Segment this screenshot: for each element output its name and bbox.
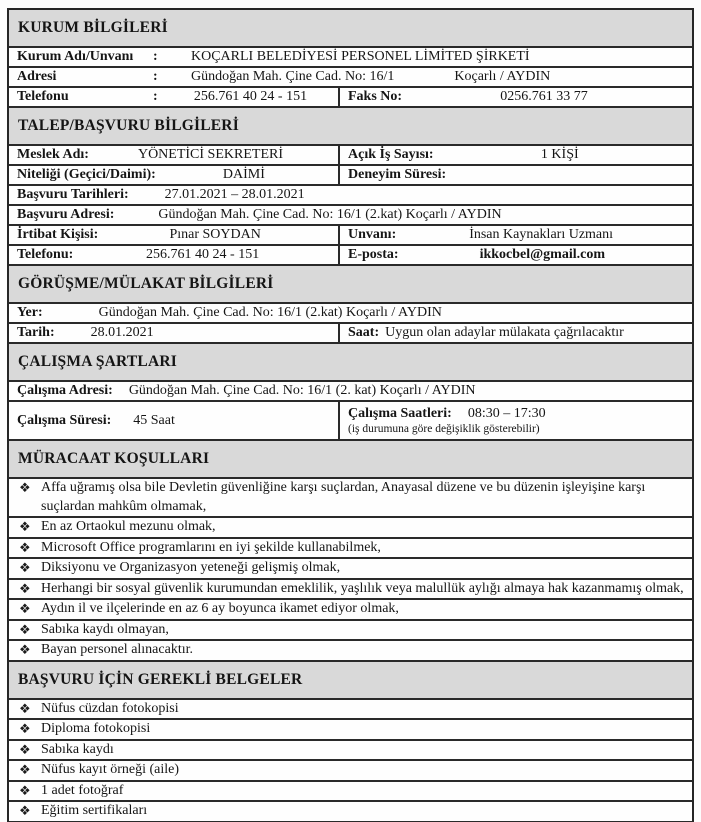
bullet-icon: ❖ — [19, 560, 31, 575]
requirement-item — [9, 578, 692, 599]
requirement-text: Microsoft Office programlarını en iyi şekilde kullanabilmek, — [41, 539, 381, 555]
requirement-item — [9, 639, 692, 660]
field-label: Tarih: — [17, 325, 55, 340]
field-label: Çalışma Saatleri: — [348, 406, 452, 421]
row-adresi — [9, 66, 692, 86]
row-tarih-saat — [9, 322, 692, 342]
field-value: Gündoğan Mah. Çine Cad. No: 16/1 — [191, 69, 395, 84]
field-value: Uygun olan adaylar mülakata çağrılacaktır — [385, 325, 624, 340]
colon: : — [153, 49, 158, 64]
row-telefonu-eposta — [9, 244, 692, 264]
row-irtibat-kisisi — [9, 224, 692, 244]
row-basvuru-tarihleri — [9, 184, 692, 204]
field-label: Unvanı: — [348, 227, 397, 242]
requirement-text: En az Ortaokul mezunu olmak, — [41, 519, 216, 534]
requirement-text: Sabıka kaydı olmayan, — [41, 621, 169, 637]
section-title: BAŞVURU İÇİN GEREKLİ BELGELER — [18, 670, 303, 688]
field-value: Gündoğan Mah. Çine Cad. No: 16/1 (2.kat) Koçarlı / AYDIN — [158, 207, 502, 222]
field-label: Başvuru Adresi: — [17, 207, 115, 222]
row-yer — [9, 302, 692, 322]
field-label: Çalışma Adresi: — [17, 383, 113, 398]
document-item — [9, 698, 692, 719]
field-value: YÖNETİCİ SEKRETERİ — [137, 147, 283, 162]
field-value: İnsan Kaynakları Uzmanı — [469, 227, 614, 242]
bullet-icon: ❖ — [19, 721, 31, 736]
section-header-kurum — [9, 10, 692, 46]
requirement-text: Bayan personel alınacaktır. — [41, 642, 193, 657]
field-label: Çalışma Süresi: — [17, 412, 112, 428]
bullet-icon: ❖ — [19, 519, 31, 534]
field-value: 256.761 40 24 - 151 — [146, 247, 260, 262]
field-label: Yer: — [17, 305, 43, 320]
document-text: Eğitim sertifikaları — [41, 803, 148, 818]
bullet-icon: ❖ — [19, 621, 31, 637]
bullet-icon: ❖ — [19, 782, 31, 798]
section-title: ÇALIŞMA ŞARTLARI — [18, 353, 177, 370]
document-text: Diploma fotokopisi — [41, 721, 151, 736]
field-label: Saat: — [348, 325, 380, 340]
bullet-icon: ❖ — [19, 580, 31, 596]
requirement-text: Diksiyonu ve Organizasyon yeteneği gelişmiş olmak, — [41, 560, 341, 575]
requirement-item — [9, 516, 692, 537]
document-item — [9, 800, 692, 821]
field-label: Başvuru Tarihleri: — [17, 187, 129, 202]
bullet-icon: ❖ — [19, 741, 31, 757]
field-label: Faks No: — [348, 89, 403, 104]
field-value: 08:30 – 17:30 — [467, 406, 546, 421]
document-item — [9, 759, 692, 780]
document-item — [9, 718, 692, 739]
field-value: Gündoğan Mah. Çine Cad. No: 16/1 (2. kat) Koçarlı / AYDIN — [128, 383, 476, 398]
document-text: Nüfus cüzdan fotokopisi — [41, 700, 179, 716]
row-kurum-adi — [9, 46, 692, 66]
bullet-icon: ❖ — [19, 601, 31, 616]
bullet-icon: ❖ — [19, 803, 31, 818]
bullet-icon: ❖ — [19, 700, 31, 716]
requirement-text: Affa uğramış olsa bile Devletin güvenliğine karşı suçlardan, Anayasal düzene ve bu düzenin işleyişine karşı suçlardan mahkûm olmamak, — [41, 480, 646, 514]
field-label: Adresi — [17, 69, 57, 84]
requirement-item — [9, 598, 692, 619]
field-value: 45 Saat — [133, 412, 175, 428]
document-text: Sabıka kaydı — [41, 741, 114, 757]
row-niteligi — [9, 164, 692, 184]
requirement-text: Aydın il ve ilçelerinde en az 6 ay boyunca ikamet ediyor olmak, — [41, 601, 399, 616]
section-header-calisma — [9, 342, 692, 380]
section-header-gorusme — [9, 264, 692, 302]
field-label: Telefonu — [17, 89, 69, 104]
field-value: DAİMİ — [222, 167, 265, 182]
bullet-icon: ❖ — [19, 762, 31, 777]
field-label: Meslek Adı: — [17, 147, 89, 162]
field-value: 256.761 40 24 - 151 — [193, 89, 308, 104]
field-label: Deneyim Süresi: — [348, 167, 447, 182]
field-value: Gündoğan Mah. Çine Cad. No: 16/1 (2.kat) Koçarlı / AYDIN — [98, 305, 442, 320]
document-item — [9, 780, 692, 801]
section-header-belgeler — [9, 660, 692, 698]
field-label: E-posta: — [348, 247, 399, 262]
field-value: 28.01.2021 — [90, 325, 154, 340]
document-table — [7, 8, 694, 822]
field-value: 0256.761 33 77 — [500, 89, 588, 104]
bullet-icon: ❖ — [19, 642, 31, 657]
document-text: 1 adet fotoğraf — [41, 782, 124, 798]
field-label: İrtibat Kişisi: — [17, 227, 99, 242]
document-text: Nüfus kayıt örneği (aile) — [41, 762, 180, 777]
field-value: 27.01.2021 – 28.01.2021 — [164, 187, 305, 202]
field-label: Telefonu: — [17, 247, 74, 262]
section-title: KURUM BİLGİLERİ — [18, 19, 168, 36]
field-value: Pınar SOYDAN — [169, 227, 261, 242]
colon: : — [153, 89, 158, 104]
working-hours-note: (iş durumuna göre değişiklik gösterebilir) — [348, 423, 540, 435]
bullet-icon: ❖ — [19, 480, 31, 495]
row-calisma-suresi — [9, 400, 692, 439]
row-meslek-adi — [9, 144, 692, 164]
section-title: GÖRÜŞME/MÜLAKAT BİLGİLERİ — [18, 275, 274, 292]
bullet-icon: ❖ — [19, 539, 31, 555]
requirement-text: Herhangi bir sosyal güvenlik kurumundan emeklilik, yaşlılık veya malullük aylığı almaya hak kazanmamış olmak, — [41, 580, 684, 596]
colon: : — [153, 69, 158, 84]
field-label: Niteliği (Geçici/Daimi): — [17, 167, 156, 182]
requirement-item — [9, 477, 692, 516]
field-label: Açık İş Sayısı: — [348, 147, 434, 162]
requirement-item — [9, 557, 692, 578]
field-label: Kurum Adı/Unvanı — [17, 49, 134, 64]
section-title: MÜRACAAT KOŞULLARI — [18, 450, 210, 467]
section-header-muracaat — [9, 439, 692, 477]
field-value: KOÇARLI BELEDİYESİ PERSONEL LİMİTED ŞİRKETİ — [191, 49, 530, 64]
field-value-city: Koçarlı / AYDIN — [454, 69, 551, 84]
section-header-talep — [9, 106, 692, 144]
row-calisma-adresi — [9, 380, 692, 400]
document-item — [9, 739, 692, 760]
section-title: TALEP/BAŞVURU BİLGİLERİ — [18, 117, 239, 134]
row-basvuru-adresi — [9, 204, 692, 224]
email-value: ikkocbel@gmail.com — [479, 247, 605, 262]
requirement-item — [9, 619, 692, 640]
requirement-item — [9, 537, 692, 558]
field-value: 1 KİŞİ — [540, 147, 579, 162]
row-telefonu-faks — [9, 86, 692, 106]
